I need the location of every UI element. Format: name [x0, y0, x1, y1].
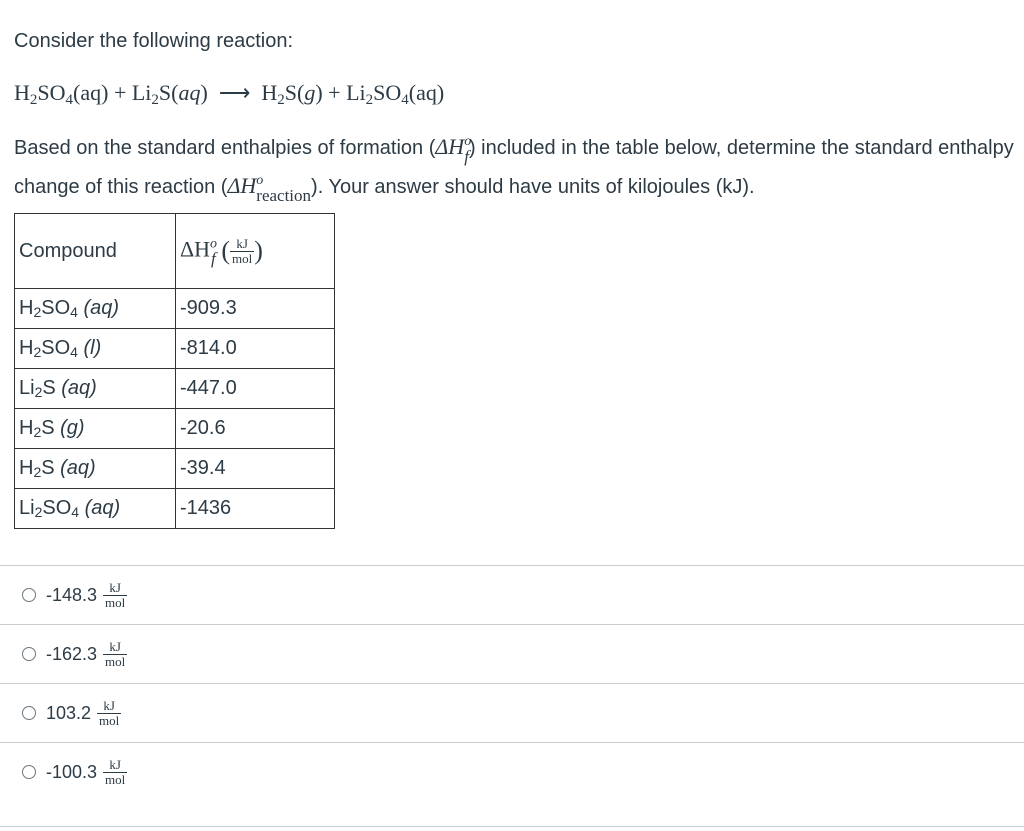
divider — [0, 826, 1024, 827]
compound-cell: $H_2SO_4$ (aq) — [15, 289, 176, 329]
answer-unit: $\frac{kJ}{\text{mol}}$ — [105, 638, 126, 669]
table-row — [15, 289, 335, 329]
answer-value: -100.3 — [46, 761, 98, 782]
compound-cell: $H_2S$ (g) — [15, 409, 176, 449]
table-row — [15, 329, 335, 369]
enthalpy-value-cell: -20.6 — [176, 409, 335, 449]
compound-cell: $Li_2SO_4$ (aq) — [15, 489, 176, 529]
enthalpy-table — [14, 213, 335, 529]
table-row — [15, 449, 335, 489]
question-text: Based on the standard enthalpies of formation $(\Delta H^o_f)$ included in the table below, determine the standard enthalpy change of this reaction $(\Delta H^o_{reaction})$. Your answer should have units of kilojoules (kJ). — [14, 134, 1014, 205]
enthalpy-value-cell: -447.0 — [176, 369, 335, 409]
enthalpy-value-cell: -39.4 — [176, 449, 335, 489]
answer-unit: $\frac{kJ}{\text{mol}}$ — [105, 579, 126, 610]
answer-unit: $\frac{kJ}{\text{mol}}$ — [105, 756, 126, 787]
compound-cell: $H_2SO_4$ (l) — [15, 329, 176, 369]
answer-unit: $\frac{kJ}{\text{mol}}$ — [99, 697, 120, 728]
table-row — [15, 409, 335, 449]
answer-choices — [0, 565, 1024, 801]
table-row — [15, 369, 335, 409]
answer-option[interactable] — [0, 742, 1024, 801]
answer-value: 103.2 — [46, 702, 92, 723]
answer-option[interactable] — [0, 683, 1024, 742]
header-enthalpy: $\Delta H^o_f$ ( $\frac{kJ}{\text{mol}}$ ) — [176, 214, 335, 289]
radio-button[interactable] — [22, 765, 36, 779]
question-prompt: Consider the following reaction: — [14, 30, 294, 52]
reaction-equation: $H_2SO_4(aq) + Li_2S(aq)$ ⟶ $H_2S(g) + Li_2SO_4(aq)$ — [14, 80, 445, 108]
table-header-row — [15, 214, 335, 289]
table-row — [15, 489, 335, 529]
enthalpy-value-cell: -814.0 — [176, 329, 335, 369]
radio-button[interactable] — [22, 706, 36, 720]
radio-button[interactable] — [22, 647, 36, 661]
radio-button[interactable] — [22, 588, 36, 602]
enthalpy-value-cell: -909.3 — [176, 289, 335, 329]
compound-cell: $Li_2S$ (aq) — [15, 369, 176, 409]
answer-option[interactable] — [0, 624, 1024, 683]
answer-value: -162.3 — [46, 643, 98, 664]
enthalpy-value-cell: -1436 — [176, 489, 335, 529]
compound-cell: $H_2S$ (aq) — [15, 449, 176, 489]
header-compound: Compound — [15, 214, 176, 289]
reaction-arrow: ⟶ — [218, 80, 251, 105]
answer-value: -148.3 — [46, 584, 98, 605]
answer-option[interactable] — [0, 565, 1024, 624]
